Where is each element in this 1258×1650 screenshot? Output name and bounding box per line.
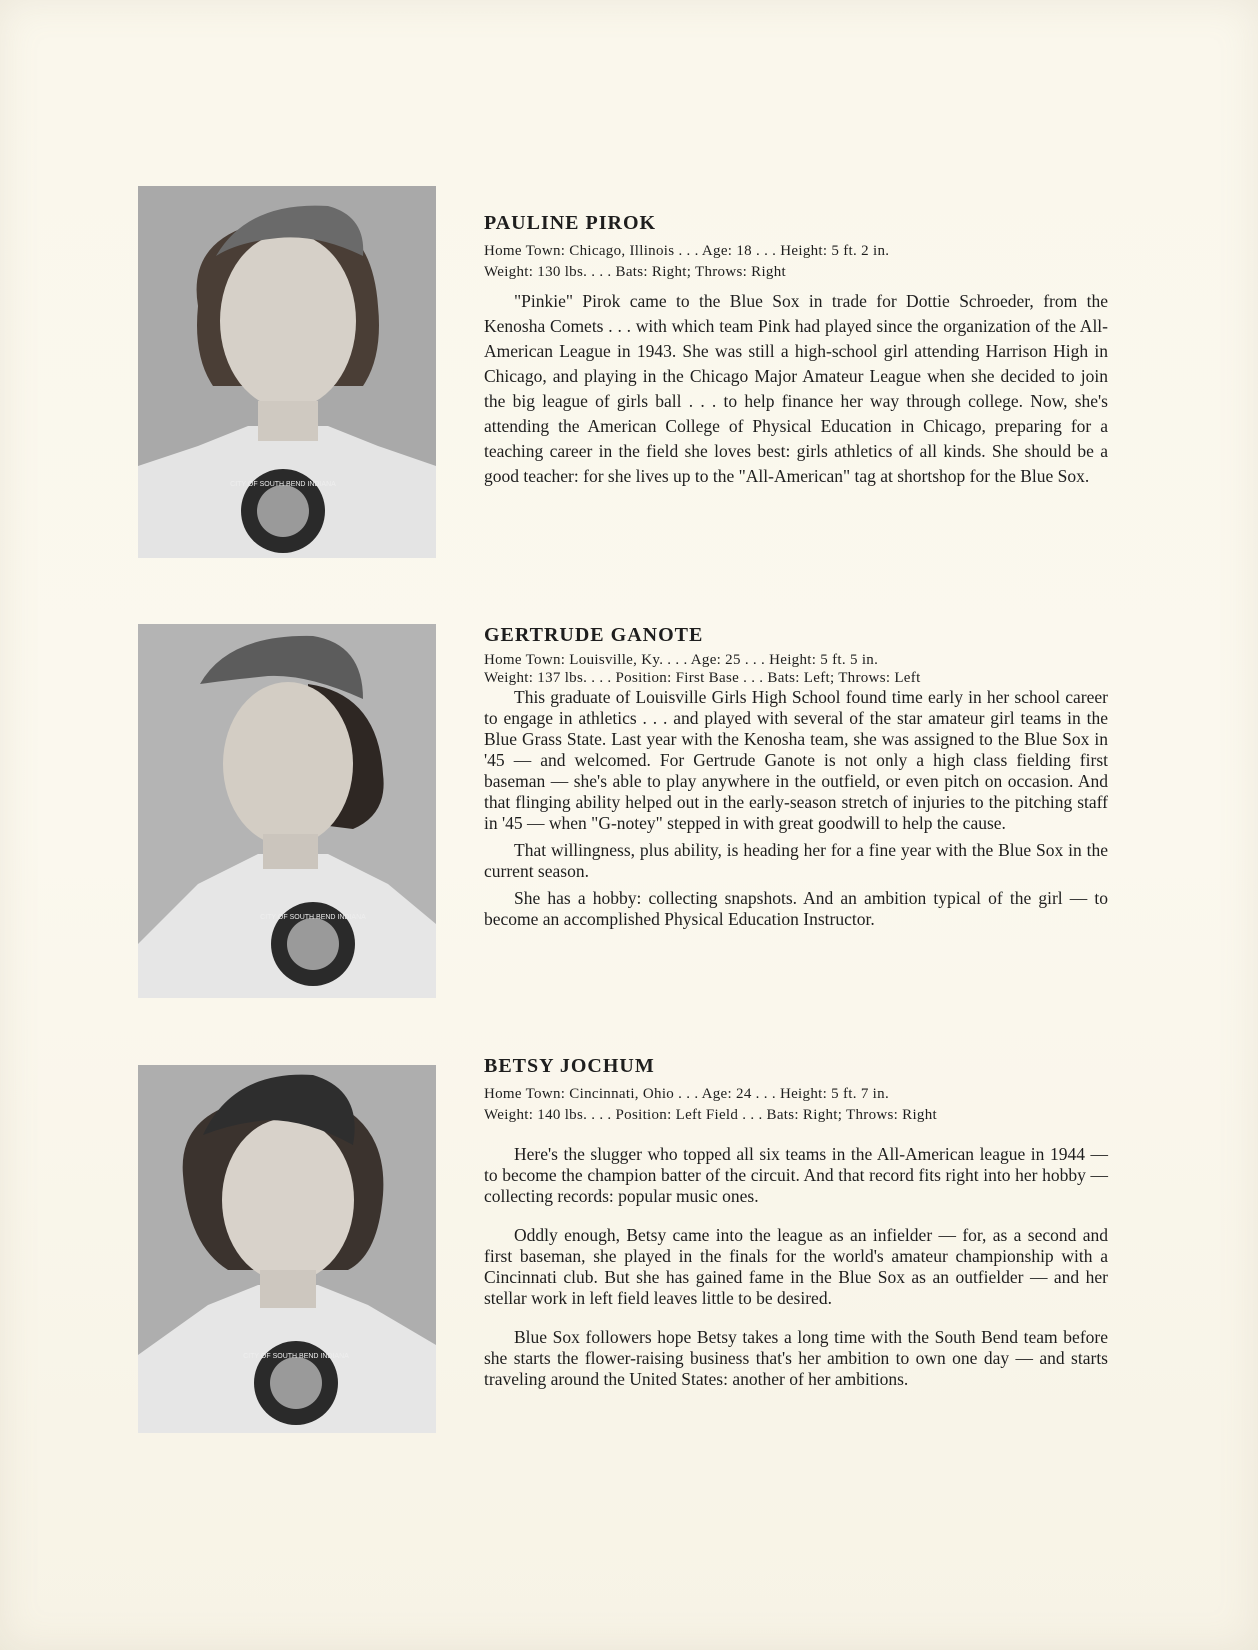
player-meta-line: Weight: 140 lbs. . . . Position: Left Field . . . Bats: Right; Throws: Right — [484, 1107, 937, 1123]
player-meta-line: Home Town: Chicago, Illinois . . . Age: 18 . . . Height: 5 ft. 2 in. — [484, 243, 890, 259]
player-meta-line: Weight: 130 lbs. . . . Bats: Right; Throws: Right — [484, 264, 786, 280]
bio-jochum — [484, 1055, 1108, 1390]
player-meta-line: Weight: 137 lbs. . . . Position: First Base . . . Bats: Left; Throws: Left — [484, 670, 921, 686]
player-meta-line: Home Town: Cincinnati, Ohio . . . Age: 24 . . . Height: 5 ft. 7 in. — [484, 1086, 889, 1102]
player-name: BETSY JOCHUM — [484, 1055, 655, 1077]
player-photo-ganote — [138, 624, 436, 998]
bio-paragraph: She has a hobby: collecting snapshots. And an ambition typical of the girl — to become an accomplished Physical Education Instructor. — [484, 888, 1108, 929]
bio-paragraph: Blue Sox followers hope Betsy takes a long time with the South Bend team before she starts the flower-raising business that's her ambition to own one day — and starts traveling around the United States: another of her ambitions. — [484, 1327, 1108, 1389]
player-photo-jochum — [138, 1065, 436, 1433]
bio-paragraph: Here's the slugger who topped all six teams in the All-American league in 1944 — to become the champion batter of the circuit. And that record fits right into her hobby — collecting records: popular music ones. — [484, 1144, 1108, 1206]
bio-pirok — [484, 212, 1108, 489]
badge-text: CITY OF SOUTH BEND INDIANA — [230, 481, 336, 488]
player-portrait-illustration — [138, 624, 436, 998]
player-portrait-illustration — [138, 186, 436, 558]
player-photo-pirok — [138, 186, 436, 558]
player-name: GERTRUDE GANOTE — [484, 624, 704, 646]
badge-text: CITY OF SOUTH BEND INDIANA — [243, 1353, 349, 1360]
bio-paragraph: This graduate of Louisville Girls High School found time early in her school career to engage in athletics . . . and played with several of the star amateur girl teams in the Blue Grass State. Last year with the Kenosha team, she was assigned to the Blue Sox in '45 — and welcomed. For Gertrude Ganote is not only a high class fielding first baseman — she's able to play anywhere in the outfield, or even pitch on occasion. And that flinging ability helped out in the early-season stretch of injuries to the pitching staff in '45 — when "G-notey" stepped in with great goodwill to help the cause. — [484, 687, 1108, 833]
bio-paragraph: Oddly enough, Betsy came into the league as an infielder — for, as a second and first baseman, she played in the finals for the world's amateur championship with a Cincinnati club. But she has gained fame in the Blue Sox as an outfielder — and her stellar work in left field leaves little to be desired. — [484, 1225, 1108, 1308]
player-name: PAULINE PIROK — [484, 212, 657, 234]
badge-text: CITY OF SOUTH BEND INDIANA — [260, 914, 366, 921]
bio-paragraph: "Pinkie" Pirok came to the Blue Sox in trade for Dottie Schroeder, from the Kenosha Comets . . . with which team Pink had played since the organization of the All-American League in 1943. She was still a high-school girl attending Harrison High in Chicago, and playing in the Chicago Major Amateur League when she decided to join the big league of girls ball . . . to help finance her way through college. Now, she's attending the American College of Physical Education in Chicago, preparing for a teaching career in the field she loves best: girls athletics of all kinds. She should be a good teacher: for she lives up to the "All-American" tag at shortshop for the Blue Sox. — [484, 291, 1108, 486]
bio-ganote — [484, 624, 1108, 930]
player-meta-line: Home Town: Louisville, Ky. . . . Age: 25 . . . Height: 5 ft. 5 in. — [484, 652, 879, 668]
player-portrait-illustration — [138, 1065, 436, 1433]
bio-paragraph: That willingness, plus ability, is heading her for a fine year with the Blue Sox in the current season. — [484, 840, 1108, 881]
